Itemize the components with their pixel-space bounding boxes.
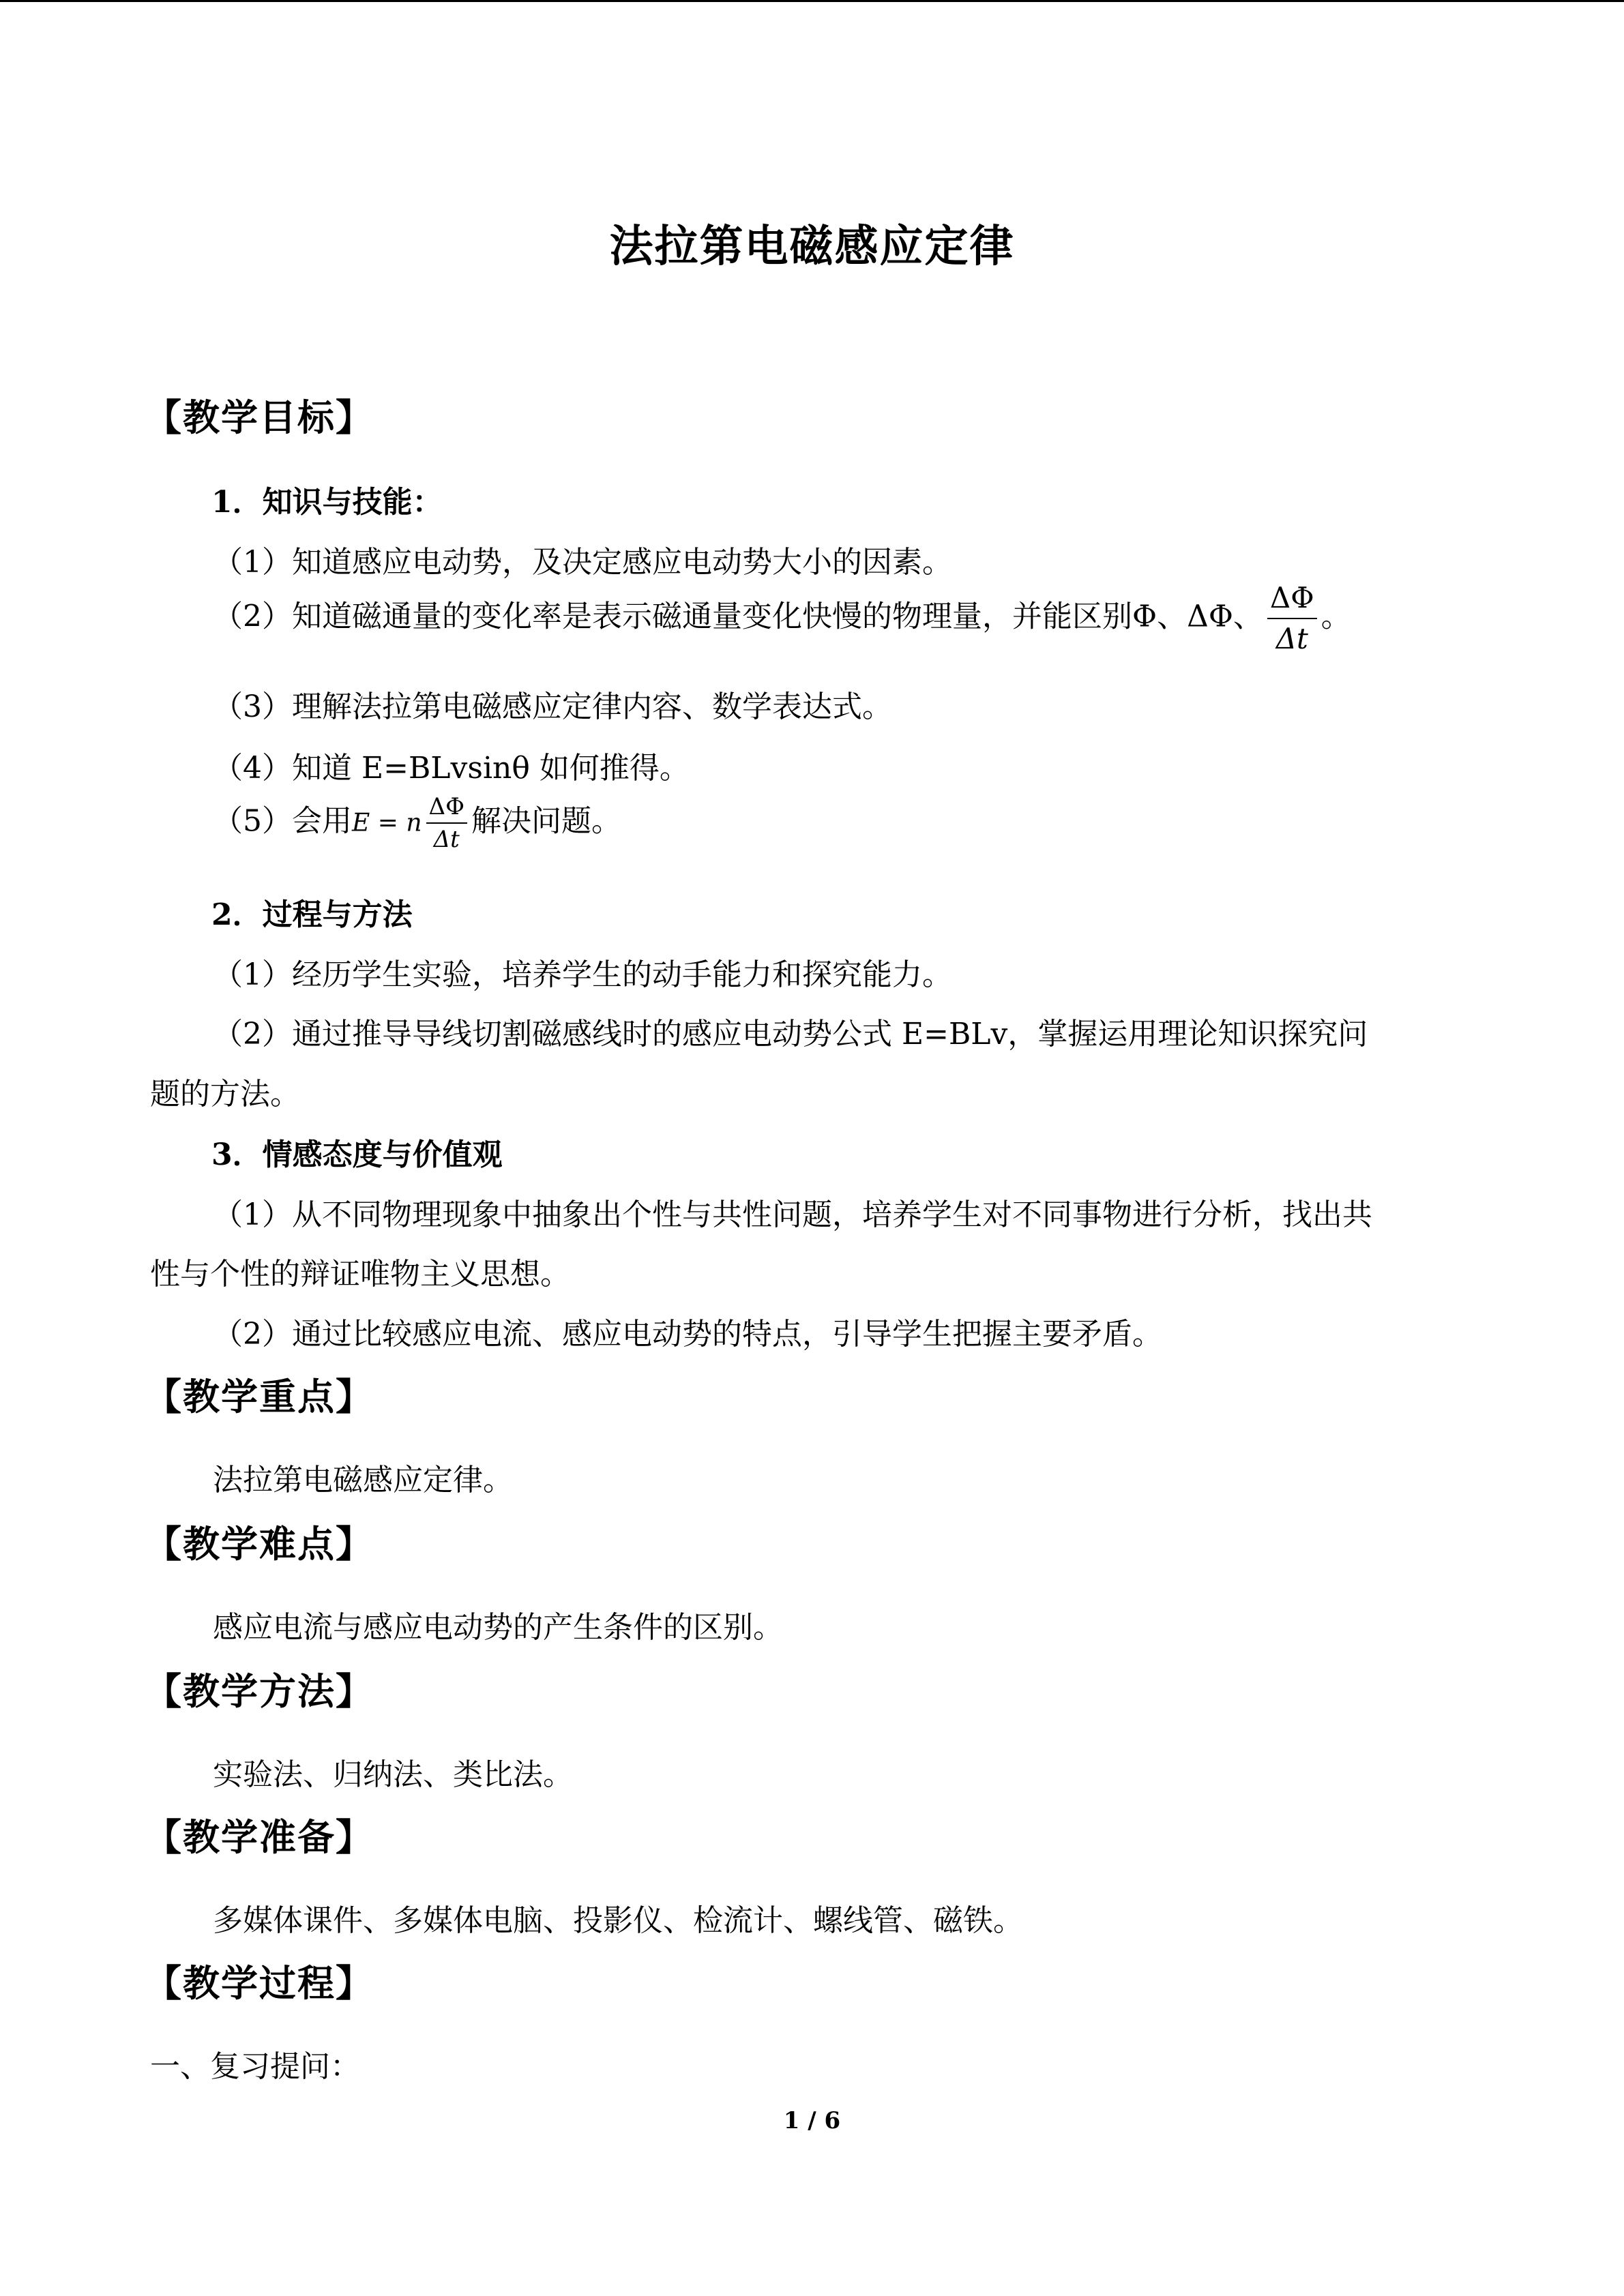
goal-knowledge-2-end: 。 xyxy=(1320,599,1351,634)
heading-preparation: 【教学准备】 xyxy=(145,1815,374,1859)
subheading-process-methods: 2．过程与方法 xyxy=(211,897,413,932)
difficulties-text: 感应电流与感应电动势的产生条件的区别。 xyxy=(213,1610,783,1645)
methods-text: 实验法、归纳法、类比法。 xyxy=(213,1757,573,1792)
fraction-denominator: Δt xyxy=(426,822,467,855)
goal-method-1: （1）经历学生实验，培养学生的动手能力和探究能力。 xyxy=(213,957,952,992)
page-number: 1 / 6 xyxy=(783,2107,841,2134)
heading-teaching-goals: 【教学目标】 xyxy=(145,396,374,439)
goal-attitude-1-line2: 性与个性的辩证唯物主义思想。 xyxy=(150,1257,570,1292)
faraday-law-fraction xyxy=(426,791,467,855)
flux-rate-fraction xyxy=(1267,578,1317,659)
subheading-attitude-values: 3．情感态度与价值观 xyxy=(211,1137,503,1172)
process-step-1: 一、复习提问： xyxy=(150,2049,360,2084)
goal-knowledge-4: （4）知道 E=BLvsinθ 如何推得。 xyxy=(213,751,690,786)
page-title: 法拉第电磁感应定律 xyxy=(609,221,1015,272)
fraction-numerator: ΔΦ xyxy=(1269,581,1314,614)
preparation-text: 多媒体课件、多媒体电脑、投影仪、检流计、螺线管、磁铁。 xyxy=(213,1903,1023,1938)
heading-key-points: 【教学重点】 xyxy=(145,1375,374,1418)
subheading-knowledge-skills: 1．知识与技能： xyxy=(211,485,443,520)
fraction-numerator: ΔΦ xyxy=(428,793,464,820)
goal-knowledge-5 xyxy=(213,791,621,855)
goal-knowledge-5-prefix: （5）会用 xyxy=(213,803,352,839)
formula-e-equals-n: E = n xyxy=(352,809,422,837)
heading-methods: 【教学方法】 xyxy=(145,1669,374,1713)
goal-attitude-1-line1: （1）从不同物理现象中抽象出个性与共性问题，培养学生对不同事物进行分析，找出共 xyxy=(213,1197,1372,1232)
fraction-denominator: Δt xyxy=(1267,618,1317,659)
goal-knowledge-3: （3）理解法拉第电磁感应定律内容、数学表达式。 xyxy=(213,689,892,724)
heading-difficulties: 【教学难点】 xyxy=(145,1522,374,1566)
goal-attitude-2: （2）通过比较感应电流、感应电动势的特点，引导学生把握主要矛盾。 xyxy=(213,1317,1162,1352)
goal-knowledge-5-suffix: 解决问题。 xyxy=(471,803,621,839)
goal-knowledge-2-text: （2）知道磁通量的变化率是表示磁通量变化快慢的物理量，并能区别Φ、ΔΦ、 xyxy=(213,599,1263,634)
goal-knowledge-2 xyxy=(213,578,1351,659)
key-points-text: 法拉第电磁感应定律。 xyxy=(213,1463,513,1497)
goal-method-2-line1: （2）通过推导导线切割磁感线时的感应电动势公式 E=BLv，掌握运用理论知识探究问 xyxy=(213,1017,1368,1052)
goal-method-2-line2: 题的方法。 xyxy=(150,1077,300,1112)
goal-knowledge-1: （1）知道感应电动势，及决定感应电动势大小的因素。 xyxy=(213,545,952,580)
top-border-line xyxy=(0,0,1624,2)
heading-teaching-process: 【教学过程】 xyxy=(145,1961,374,2005)
